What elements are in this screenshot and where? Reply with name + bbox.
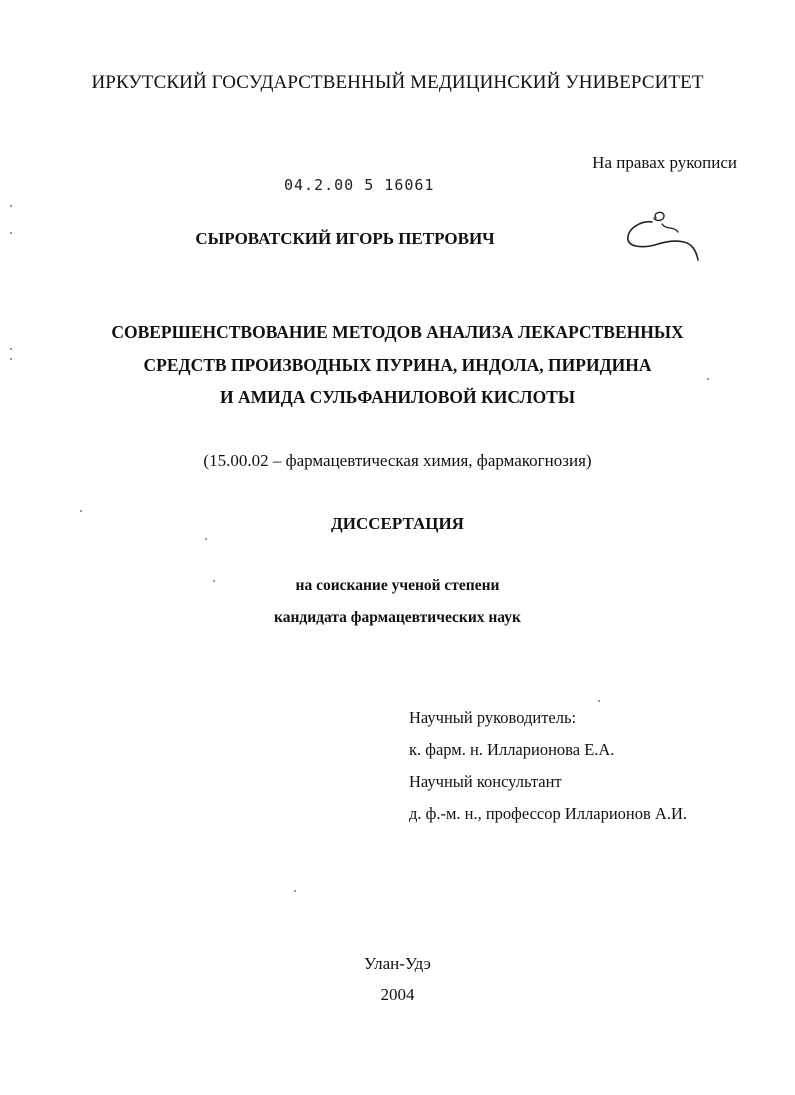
- author-name: СЫРОВАТСКИЙ ИГОРЬ ПЕТРОВИЧ: [195, 229, 495, 248]
- supervisor-label: Научный руководитель:: [409, 708, 577, 727]
- scan-speck: [10, 348, 12, 350]
- scan-speck: [294, 890, 296, 892]
- document-type: ДИССЕРТАЦИЯ: [331, 514, 464, 533]
- signature-icon: [618, 210, 708, 266]
- university-name: ИРКУТСКИЙ ГОСУДАРСТВЕННЫЙ МЕДИЦИНСКИЙ УНИВЕРСИТЕТ: [91, 72, 704, 93]
- consultant-label: Научный консультант: [409, 772, 562, 791]
- advisors-block: [409, 702, 687, 830]
- consultant-name: д. ф.-м. н., профессор Илларионов А.И.: [409, 804, 687, 823]
- year: 2004: [380, 985, 415, 1004]
- thesis-title-line-1: СОВЕРШЕНСТВОВАНИЕ МЕТОДОВ АНАЛИЗА ЛЕКАРСТВЕННЫХ: [111, 322, 684, 342]
- scan-speck: [213, 580, 215, 582]
- scan-speck: [10, 358, 12, 360]
- degree-line-1: на соискание ученой степени: [295, 577, 500, 594]
- supervisor-name: к. фарм. н. Илларионова Е.А.: [409, 740, 615, 759]
- scan-speck: [707, 378, 709, 380]
- thesis-title-line-3: И АМИДА СУЛЬФАНИЛОВОЙ КИСЛОТЫ: [219, 387, 576, 407]
- thesis-title-line-2: СРЕДСТВ ПРОИЗВОДНЫХ ПУРИНА, ИНДОЛА, ПИРИДИНА: [143, 355, 652, 375]
- city: Улан-Удэ: [364, 954, 431, 973]
- registration-stamp-number: 04.2.00 5 16061: [284, 176, 435, 194]
- scan-speck: [80, 510, 82, 512]
- scan-speck: [10, 232, 12, 234]
- rights-notice: На правах рукописи: [592, 153, 737, 172]
- scan-speck: [205, 538, 207, 540]
- degree-line-2: кандидата фармацевтических наук: [274, 609, 521, 626]
- scan-speck: [598, 700, 600, 702]
- scan-speck: [10, 205, 12, 207]
- specialty-code: (15.00.02 – фармацевтическая химия, фармакогнозия): [203, 451, 592, 470]
